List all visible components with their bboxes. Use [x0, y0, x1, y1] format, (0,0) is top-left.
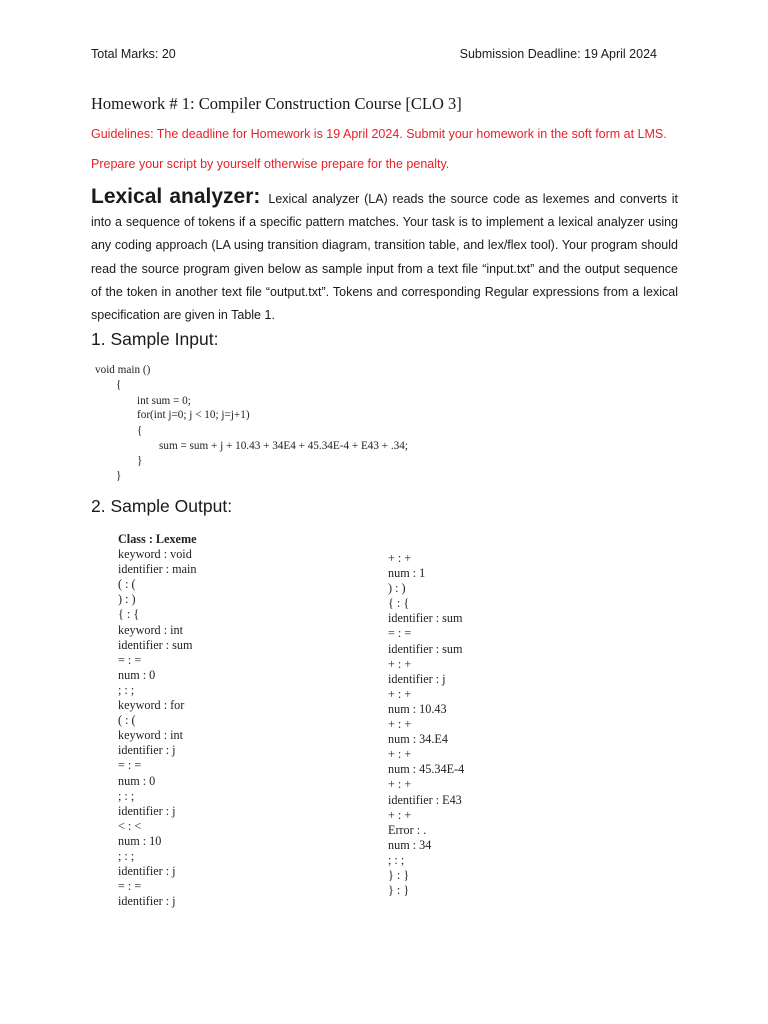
output-line: = : = — [118, 879, 142, 894]
output-line: + : + — [388, 717, 412, 732]
output-line: + : + — [388, 807, 412, 822]
output-line: ; : ; — [118, 788, 135, 803]
output-line: num : 45.34E-4 — [388, 762, 465, 777]
guideline-penalty: Prepare your script by yourself otherwise prepare for the penalty. — [91, 157, 450, 171]
output-line: { : { — [388, 596, 410, 611]
code-line: } — [116, 470, 122, 482]
code-line: void main () — [95, 364, 151, 376]
output-line: = : = — [388, 626, 412, 641]
output-line: keyword : int — [118, 728, 183, 743]
total-marks: Total Marks: 20 — [91, 47, 176, 61]
output-line: identifier : sum — [388, 611, 463, 626]
sample-input-heading: 1. Sample Input: — [91, 329, 219, 349]
output-line: num : 10.43 — [388, 701, 447, 716]
code-line: sum = sum + j + 10.43 + 34E4 + 45.34E-4 + E43 + .34; — [159, 440, 408, 452]
sample-output-heading: 2. Sample Output: — [91, 496, 233, 516]
output-line: < : < — [118, 818, 142, 833]
code-line: int sum = 0; — [137, 395, 191, 407]
code-line: for(int j=0; j < 10; j=j+1) — [137, 409, 250, 421]
output-line: Error : . — [388, 822, 427, 837]
output-line: identifier : j — [118, 864, 176, 879]
code-line: { — [137, 425, 143, 437]
output-line: num : 0 — [118, 667, 156, 682]
submission-deadline: Submission Deadline: 19 April 2024 — [459, 47, 657, 61]
output-line: identifier : sum — [388, 641, 463, 656]
output-line: identifier : j — [118, 743, 176, 758]
output-line: identifier : main — [118, 562, 197, 577]
sample-output-column-1 — [118, 532, 197, 909]
output-line: } : } — [388, 867, 410, 882]
output-line: = : = — [118, 652, 142, 667]
lexical-analyzer-body: Lexical analyzer (LA) reads the source code as lexemes and converts it into a sequence of tokens if a specific pattern matches. Your task is to implement a lexical analyzer using any coding approach (LA using transition diagram, transition table, and lex/flex tool). Your program should read the source program given below as sample input from a text file “input.txt” and the output sequence of the token in another text file “output.txt”. Tokens and corresponding Regular expressions from a lexical specification are given in Table 1. — [91, 192, 678, 323]
output-line: num : 1 — [388, 566, 426, 581]
output-line: ( : ( — [118, 713, 136, 728]
homework-title: Homework # 1: Compiler Construction Course [CLO 3] — [91, 94, 462, 113]
output-line: ( : ( — [118, 577, 136, 592]
output-line: identifier : j — [388, 671, 446, 686]
output-line: ; : ; — [388, 852, 405, 867]
output-line: ) : ) — [118, 592, 136, 607]
sample-output-column-2 — [388, 551, 464, 898]
code-line: } — [137, 455, 143, 467]
lexical-analyzer-heading: Lexical analyzer: — [91, 185, 261, 208]
output-line: keyword : int — [118, 622, 183, 637]
output-line: + : + — [388, 686, 412, 701]
output-line: identifier : E43 — [388, 792, 462, 807]
output-line: { : { — [118, 607, 140, 622]
output-line: + : + — [388, 777, 412, 792]
output-line: = : = — [118, 758, 142, 773]
output-line: } : } — [388, 883, 410, 898]
guideline-deadline: Guidelines: The deadline for Homework is 19 April 2024. Submit your homework in the soft form at LMS. — [91, 127, 667, 141]
output-line: + : + — [388, 747, 412, 762]
output-line: identifier : j — [118, 803, 176, 818]
output-line: keyword : void — [118, 547, 192, 562]
output-line: ; : ; — [118, 682, 135, 697]
output-line: ; : ; — [118, 848, 135, 863]
output-line: ) : ) — [388, 581, 406, 596]
output-line: num : 34 — [388, 837, 432, 852]
output-line: keyword : for — [118, 698, 185, 713]
output-line: + : + — [388, 551, 412, 565]
output-line: num : 0 — [118, 773, 156, 788]
output-header: Class : Lexeme — [118, 532, 197, 546]
output-line: identifier : j — [118, 894, 176, 909]
output-line: num : 34.E4 — [388, 732, 448, 747]
output-line: num : 10 — [118, 833, 162, 848]
output-line: identifier : sum — [118, 637, 193, 652]
output-line: + : + — [388, 656, 412, 671]
code-line: { — [116, 379, 122, 391]
